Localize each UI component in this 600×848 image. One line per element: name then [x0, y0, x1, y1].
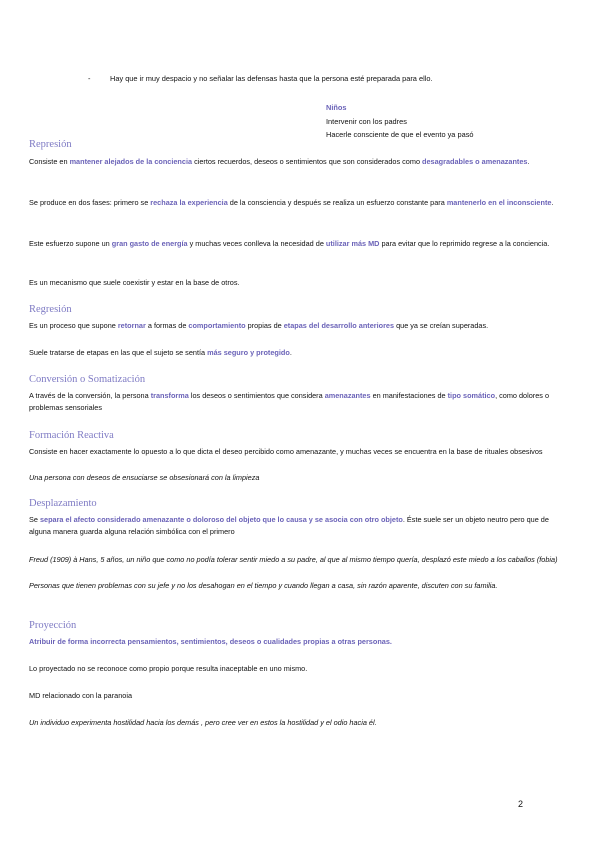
desplazamiento-p1: [29, 514, 569, 538]
highlight: más seguro y protegido: [207, 348, 290, 357]
highlight: tipo somático: [447, 391, 496, 400]
represion-p1: [29, 156, 569, 168]
page-number: 2: [518, 799, 524, 809]
text: . Éste suele ser un objeto neutro pero que de alguna manera guarda alguna relación simbólica con el primero: [29, 515, 549, 536]
heading-formacion: Formación Reactiva: [29, 430, 114, 441]
proyeccion-example: Un individuo experimenta hostilidad hacia los demás , pero cree ver en estos la hostilidad y el odio hacia él.: [29, 718, 377, 727]
proyeccion-p1: Atribuir de forma incorrecta pensamientos, sentimientos, deseos o cualidades propias a otras personas.: [29, 637, 392, 646]
desplazamiento-example-2: Personas que tienen problemas con su jefe y no los desahogan en el tiempo y cuando llegan a casa, sin razón aparente, discuten con su familia.: [29, 581, 498, 590]
text: los deseos o sentimientos que considera: [188, 391, 325, 400]
text: .: [289, 348, 292, 357]
text: Se produce en dos fases: primero se: [29, 198, 151, 207]
represion-p4: Es un mecanismo que suele coexistir y estar en la base de otros.: [29, 278, 240, 287]
regresion-p2: [29, 347, 569, 359]
heading-represion: Represión: [29, 139, 72, 150]
bullet-text: Hay que ir muy despacio y no señalar las defensas hasta que la persona esté preparada para ello.: [110, 74, 433, 83]
desplazamiento-example-1: Freud (1909) à Hans, 5 años, un niño que como no podía tolerar sentir miedo a su padre, al que al mismo tiempo quería, desplazó este miedo a los caballos (fobia): [29, 555, 558, 564]
heading-conversion: Conversión o Somatización: [29, 374, 146, 385]
text: ciertos recuerdos, deseos o sentimientos que son considerados como: [192, 157, 423, 166]
represion-p3: [29, 238, 569, 250]
highlight: gran gasto de energía: [111, 239, 188, 248]
highlight: rechaza la experiencia: [150, 198, 228, 207]
text: propias de: [245, 321, 284, 330]
text: que ya se creían superadas.: [394, 321, 489, 330]
highlight: mantener alejados de la conciencia: [69, 157, 193, 166]
text: y muchas veces conlleva la necesidad de: [187, 239, 326, 248]
regresion-p1: [29, 320, 569, 332]
text: Se: [29, 515, 40, 524]
proyeccion-p2: Lo proyectado no se reconoce como propio porque resulta inaceptable en uno mismo.: [29, 664, 308, 673]
text: , como dolores o problemas sensoriales: [29, 391, 550, 412]
text: de la consciencia y después se realiza un esfuerzo constante para: [227, 198, 447, 207]
proyeccion-p3: MD relacionado con la paranoia: [29, 691, 133, 700]
highlight: etapas del desarrollo anteriores: [283, 321, 395, 330]
text: Es un proceso que supone: [29, 321, 118, 330]
text: a formas de: [145, 321, 189, 330]
heading-desplazamiento: Desplazamiento: [29, 498, 97, 509]
ninos-title: Niños: [326, 103, 347, 112]
heading-regresion: Regresión: [29, 304, 72, 315]
text: .: [551, 198, 554, 207]
formacion-p1: Consiste en hacer exactamente lo opuesto a lo que dicta el deseo percibido como amenazante, y muchas veces se encuentra en la base de rituales obsesivos: [29, 447, 543, 456]
represion-p2: [29, 197, 569, 209]
text: Este esfuerzo supone un: [29, 239, 112, 248]
formacion-example: Una persona con deseos de ensuciarse se obsesionará con la limpieza: [29, 473, 260, 482]
ninos-line-1: Intervenir con los padres: [326, 116, 407, 126]
heading-proyeccion: Proyección: [29, 620, 77, 631]
highlight: utilizar más MD: [325, 239, 380, 248]
highlight: comportamiento: [188, 321, 246, 330]
highlight: retornar: [117, 321, 146, 330]
text: para evitar que lo reprimido regrese a la conciencia.: [379, 239, 550, 248]
ninos-block: [326, 101, 474, 142]
text: en manifestaciones de: [370, 391, 448, 400]
bullet-marker: -: [88, 74, 91, 83]
text: .: [527, 157, 530, 166]
ninos-line-2: Hacerle consciente de que el evento ya pasó: [326, 130, 474, 139]
highlight: desagradables o amenazantes: [422, 157, 528, 166]
text: Suele tratarse de etapas en las que el sujeto se sentía: [29, 348, 208, 357]
highlight: transforma: [150, 391, 189, 400]
text: A través de la conversión, la persona: [29, 391, 151, 400]
highlight: mantenerlo en el inconsciente: [446, 198, 552, 207]
text: Consiste en: [29, 157, 70, 166]
conversion-p1: [29, 390, 569, 414]
highlight: amenazantes: [324, 391, 371, 400]
highlight: separa el afecto considerado amenazante o doloroso del objeto que lo causa y se asocia con otro objeto: [39, 515, 403, 524]
